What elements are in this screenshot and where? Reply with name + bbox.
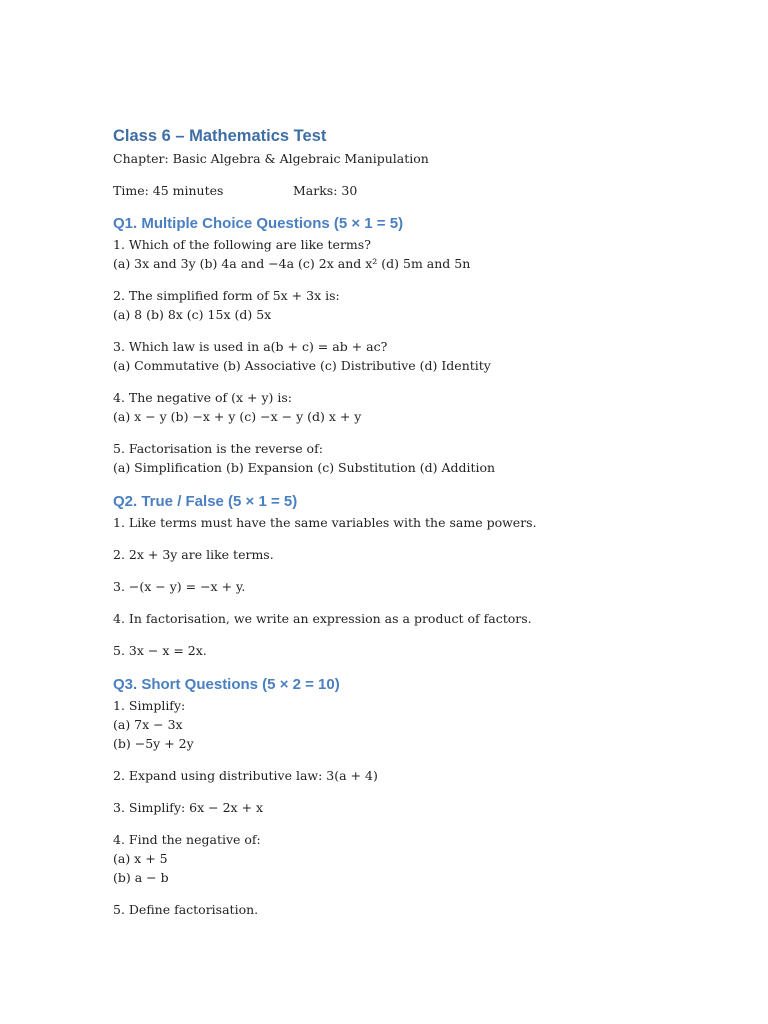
chapter-line: Chapter: Basic Algebra & Algebraic Manipulation xyxy=(113,151,429,166)
question-item xyxy=(113,545,713,564)
question-text: 1. Which of the following are like terms? xyxy=(113,237,371,252)
question-options: (a) 3x and 3y (b) 4a and −4a (c) 2x and x² (d) 5m and 5n xyxy=(113,256,471,271)
question-options: (a) Commutative (b) Associative (c) Distributive (d) Identity xyxy=(113,358,491,373)
test-document xyxy=(113,124,713,919)
section-heading-short-questions: Q3. Short Questions (5 × 2 = 10) xyxy=(113,676,340,693)
question-item xyxy=(113,513,713,532)
question-options: (a) 8 (b) 8x (c) 15x (d) 5x xyxy=(113,307,272,322)
question-item xyxy=(113,609,713,628)
question-text: 4. In factorisation, we write an expression as a product of factors. xyxy=(113,611,532,626)
question-text: 1. Like terms must have the same variables with the same powers. xyxy=(113,515,537,530)
question-text: 2. Expand using distributive law: 3(a + 4) xyxy=(113,768,378,783)
time-label: Time: 45 minutes xyxy=(113,183,224,198)
question-subpart: (b) −5y + 2y xyxy=(113,736,194,751)
question-text: 5. Define factorisation. xyxy=(113,902,259,917)
question-item xyxy=(113,388,713,426)
question-subpart: (b) a − b xyxy=(113,870,169,885)
question-item xyxy=(113,439,713,477)
meta-row xyxy=(113,181,713,200)
question-text: 4. The negative of (x + y) is: xyxy=(113,390,293,405)
question-text: 3. Which law is used in a(b + c) = ab + ac? xyxy=(113,339,388,354)
section-heading-true-false: Q2. True / False (5 × 1 = 5) xyxy=(113,493,298,510)
question-text: 1. Simplify: xyxy=(113,698,186,713)
question-item xyxy=(113,766,713,785)
question-item xyxy=(113,337,713,375)
question-item xyxy=(113,900,713,919)
question-subpart: (a) x + 5 xyxy=(113,851,168,866)
question-subpart: (a) 7x − 3x xyxy=(113,717,183,732)
question-text: 2. 2x + 3y are like terms. xyxy=(113,547,274,562)
document-title: Class 6 – Mathematics Test xyxy=(113,127,327,145)
question-text: 5. Factorisation is the reverse of: xyxy=(113,441,323,456)
question-text: 2. The simplified form of 5x + 3x is: xyxy=(113,288,340,303)
question-item xyxy=(113,830,713,887)
question-item xyxy=(113,641,713,660)
question-item xyxy=(113,696,713,753)
question-text: 5. 3x − x = 2x. xyxy=(113,643,207,658)
question-item xyxy=(113,235,713,273)
question-options: (a) x − y (b) −x + y (c) −x − y (d) x + y xyxy=(113,409,362,424)
question-item xyxy=(113,286,713,324)
question-text: 3. −(x − y) = −x + y. xyxy=(113,579,246,594)
question-item xyxy=(113,577,713,596)
section-heading-mcq: Q1. Multiple Choice Questions (5 × 1 = 5) xyxy=(113,215,404,232)
question-options: (a) Simplification (b) Expansion (c) Substitution (d) Addition xyxy=(113,460,496,475)
question-text: 3. Simplify: 6x − 2x + x xyxy=(113,800,264,815)
question-text: 4. Find the negative of: xyxy=(113,832,261,847)
marks-label: Marks: 30 xyxy=(293,183,358,198)
question-item xyxy=(113,798,713,817)
